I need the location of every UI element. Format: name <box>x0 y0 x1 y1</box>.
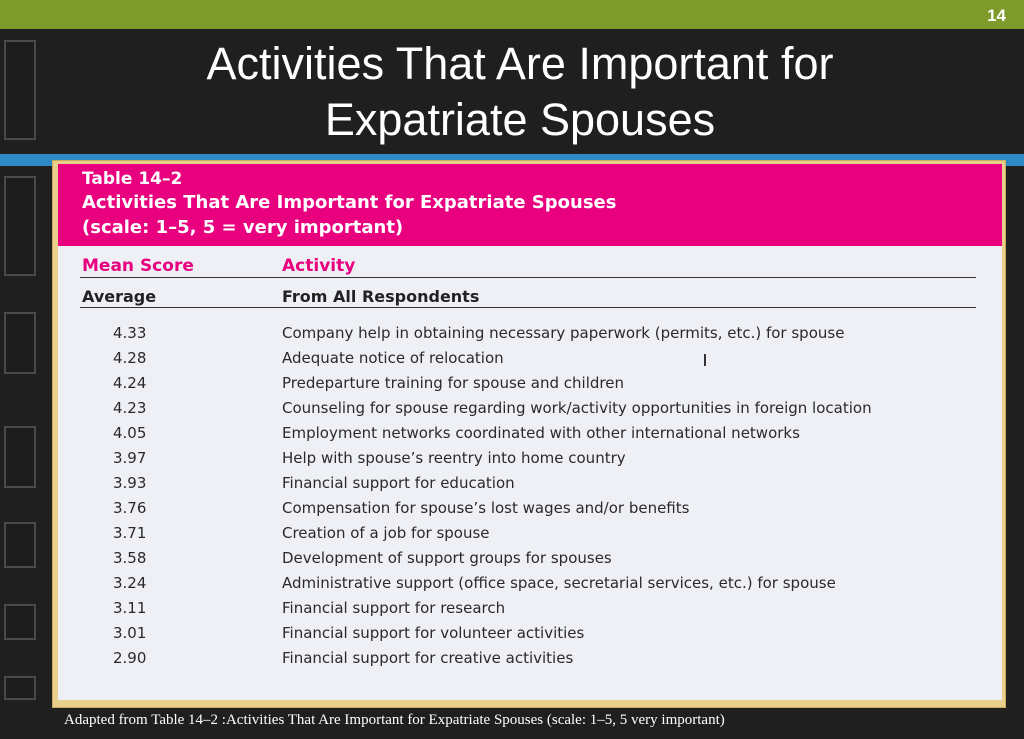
subheader-average: Average <box>82 287 157 306</box>
table-label: Table 14–2 <box>82 169 183 189</box>
activity-cell: Administrative support (office space, secretarial services, etc.) for spouse <box>282 574 836 592</box>
table-row <box>58 649 1002 674</box>
activity-cell: Financial support for volunteer activities <box>282 624 585 642</box>
mean-score-cell: 3.11 <box>113 599 147 617</box>
table-row <box>58 599 1002 624</box>
table-image <box>58 164 1002 700</box>
mean-score-cell: 3.93 <box>113 474 147 492</box>
mean-score-cell: 3.01 <box>113 624 147 642</box>
side-decoration-box <box>4 426 36 488</box>
slide-title <box>60 36 980 148</box>
mean-score-cell: 3.71 <box>113 524 147 542</box>
table-row <box>58 549 1002 574</box>
table-row <box>58 624 1002 649</box>
slide-number: 14 <box>987 6 1006 25</box>
side-decoration-box <box>4 604 36 640</box>
activity-cell: Financial support for education <box>282 474 515 492</box>
side-decoration-box <box>4 522 36 568</box>
table-row <box>58 374 1002 399</box>
column-header-mean-score: Mean Score <box>82 256 194 276</box>
activity-cell: Compensation for spouse’s lost wages and/or benefits <box>282 499 690 517</box>
table-title: Activities That Are Important for Expatriate Spouses <box>82 192 617 213</box>
mean-score-cell: 3.97 <box>113 449 147 467</box>
activity-cell: Predeparture training for spouse and children <box>282 374 624 392</box>
table-row <box>58 524 1002 549</box>
mean-score-cell: 3.58 <box>113 549 147 567</box>
activity-cell: Counseling for spouse regarding work/activity opportunities in foreign location <box>282 399 872 417</box>
subheader-rule <box>80 307 976 308</box>
side-decoration-box <box>4 40 36 140</box>
mean-score-cell: 3.76 <box>113 499 147 517</box>
table-row <box>58 324 1002 349</box>
table-row <box>58 474 1002 499</box>
mean-score-cell: 4.24 <box>113 374 147 392</box>
table-row <box>58 349 1002 374</box>
slide-title-line-1: Activities That Are Important for <box>206 38 834 89</box>
mean-score-cell: 4.23 <box>113 399 147 417</box>
header-rule <box>80 277 976 278</box>
side-decoration-box <box>4 676 36 700</box>
mean-score-cell: 4.28 <box>113 349 147 367</box>
table-header-band <box>58 164 1002 246</box>
activity-cell: Adequate notice of relocation <box>282 349 504 367</box>
mean-score-cell: 4.05 <box>113 424 147 442</box>
activity-cell: Creation of a job for spouse <box>282 524 490 542</box>
table-row <box>58 449 1002 474</box>
side-decoration-box <box>4 312 36 374</box>
activity-cell: Financial support for creative activities <box>282 649 574 667</box>
activity-cell: Help with spouse’s reentry into home country <box>282 449 626 467</box>
mean-score-cell: 2.90 <box>113 649 147 667</box>
mean-score-cell: 3.24 <box>113 574 147 592</box>
text-cursor-mark <box>704 354 706 366</box>
activity-cell: Development of support groups for spouses <box>282 549 612 567</box>
side-decoration-box <box>4 176 36 276</box>
mean-score-cell: 4.33 <box>113 324 147 342</box>
activity-cell: Employment networks coordinated with other international networks <box>282 424 800 442</box>
table-row <box>58 574 1002 599</box>
top-bar <box>0 0 1024 29</box>
slide-title-line-2: Expatriate Spouses <box>324 94 716 145</box>
table-scale: (scale: 1–5, 5 = very important) <box>82 217 404 238</box>
table-row <box>58 399 1002 424</box>
table-row <box>58 499 1002 524</box>
column-header-activity: Activity <box>282 256 356 276</box>
table-row <box>58 424 1002 449</box>
subheader-respondents: From All Respondents <box>282 287 480 306</box>
activity-cell: Financial support for research <box>282 599 506 617</box>
slide-caption: Adapted from Table 14–2 :Activities That Are Important for Expatriate Spouses (scale: 1–5, 5 very important) <box>64 712 725 728</box>
activity-cell: Company help in obtaining necessary paperwork (permits, etc.) for spouse <box>282 324 845 342</box>
